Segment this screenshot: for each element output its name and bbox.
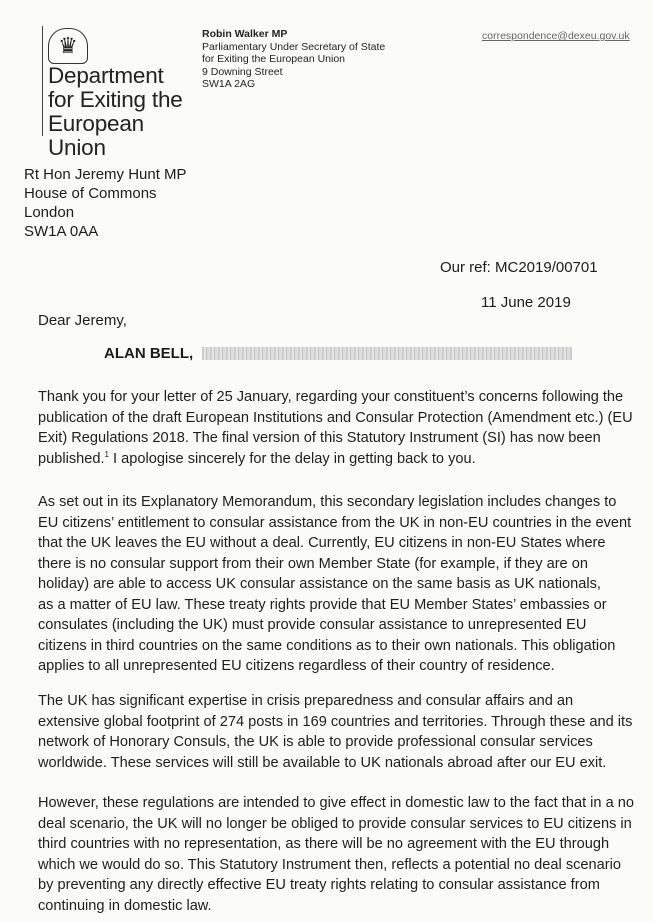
sender-block [202, 28, 385, 91]
department-line: Department [48, 63, 164, 88]
sender-name: Robin Walker MP [202, 28, 288, 40]
paragraph-line-start: published. [38, 450, 105, 467]
sender-address: 9 Downing Street [202, 65, 283, 78]
department-line: for Exiting the [48, 87, 183, 112]
paragraph-4 [38, 793, 648, 916]
paragraph-line: that the UK leaves the EU without a deal. Currently, EU citizens in non-EU States where [38, 535, 606, 551]
paragraph-line: Thank you for your letter of 25 January, regarding your constituent’s concerns following the [38, 389, 624, 405]
redacted-text [202, 347, 572, 360]
footnote-marker: 1 [104, 449, 109, 459]
paragraph-line: extensive global footprint of 274 posts in 169 countries and territories. Through these and its [38, 713, 633, 730]
department-name [48, 64, 198, 160]
paragraph-line: which we would do so. This Statutory Instrument then, reflects a potential no deal scenario [38, 856, 621, 873]
paragraph-line: EU citizens’ entitlement to consular assistance from the UK in non-EU countries in the event [38, 514, 632, 531]
paragraph-line: The UK has significant expertise in crisis preparedness and consular affairs and an [38, 693, 574, 709]
paragraph-line: holiday) are able to access UK consular assistance on the same basis as UK nationals, [38, 576, 601, 592]
department-line: European Union [48, 111, 144, 160]
recipient-line: SW1A 0AA [24, 223, 99, 240]
subject-line [104, 345, 572, 367]
paragraph-2 [38, 492, 648, 677]
paragraph-line: by preventing any directly effective EU treaty rights relating to consular assistance from [38, 877, 600, 893]
crest-icon: ♛ [48, 28, 88, 64]
our-reference: Our ref: MC2019/00701 [440, 259, 598, 276]
paragraph-line: Exit) Regulations 2018. The final version of this Statutory Instrument (SI) has now been [38, 430, 601, 446]
paragraph-line: citizens in third countries on the same conditions as to their own nationals. This obligation [38, 637, 616, 654]
salutation: Dear Jeremy, [38, 312, 127, 329]
paragraph-line: third countries with no representation, as there will be no agreement with the EU through [38, 836, 610, 852]
paragraph-line: deal scenario, the UK will no longer be obliged to provide consular services to EU citizens in [38, 815, 632, 832]
paragraph-line [38, 449, 648, 470]
paragraph-line: publication of the draft European Institutions and Consular Protection (Amendment etc.) (EU [38, 409, 633, 426]
sender-postcode: SW1A 2AG [202, 78, 256, 90]
department-rule [42, 26, 43, 136]
recipient-line: London [24, 204, 75, 221]
paragraph-line: consulates (including the UK) must provide consular assistance to unrepresented EU [38, 617, 587, 633]
subject-name: ALAN BELL, [104, 345, 194, 362]
recipient-line: House of Commons [24, 185, 157, 202]
paragraph-line: However, these regulations are intended to give effect in domestic law to the fact that in a no [38, 795, 634, 811]
paragraph-line-end: I apologise sincerely for the delay in getting back to you. [109, 450, 476, 467]
letter-date: 11 June 2019 [481, 294, 571, 311]
paragraph-1 [38, 387, 648, 469]
recipient-line: Rt Hon Jeremy Hunt MP [24, 166, 187, 183]
paragraph-line: worldwide. These services will still be available to UK nationals abroad after our EU exit. [38, 754, 607, 771]
recipient-address [24, 165, 187, 241]
email-link[interactable]: correspondence@dexeu.gov.uk [482, 30, 630, 42]
paragraph-3 [38, 691, 648, 773]
paragraph-line: continuing in domestic law. [38, 897, 212, 914]
sender-title-2: for Exiting the European Union [202, 53, 346, 65]
paragraph-line: as a matter of EU law. These treaty rights provide that EU Member States’ embassies or [38, 596, 607, 613]
paragraph-line: applies to all unrepresented EU citizens regardless of their country of residence. [38, 658, 555, 674]
paragraph-line: there is no consular support from their own Member State (for example, if they are on [38, 555, 588, 572]
paragraph-line: As set out in its Explanatory Memorandum, this secondary legislation includes changes to [38, 494, 617, 510]
paragraph-line: network of Honorary Consuls, the UK is able to provide professional consular services [38, 734, 593, 750]
sender-title: Parliamentary Under Secretary of State [202, 40, 386, 53]
